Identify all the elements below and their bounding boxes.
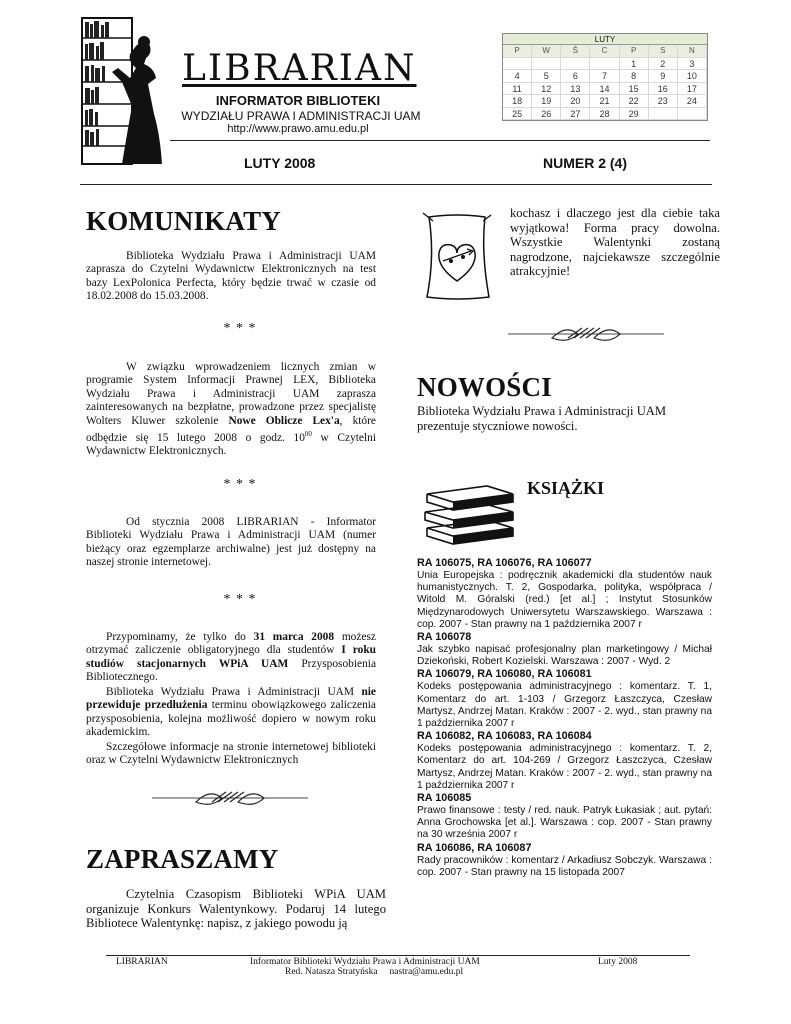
calendar-day: 10 bbox=[678, 70, 707, 83]
book-call-number: RA 106079, RA 106080, RA 106081 bbox=[417, 668, 592, 681]
calendar-day bbox=[678, 108, 707, 121]
valentine-heart-icon bbox=[421, 211, 493, 303]
calendar-month: LUTY bbox=[503, 34, 707, 45]
komunikaty-paragraph-3: Od stycznia 2008 LIBRARIAN - Informator Biblioteki Wydziału Prawa i Administracji UAM (numer bieżący oraz egzemplarze archiwalne) jest już dostępny na naszej stronie internetowej. bbox=[86, 516, 376, 569]
calendar-weekday: N bbox=[678, 45, 707, 58]
book-description: Kodeks postępowania administracyjnego : komentarz. T. 1, Komentarz do art. 1-103 / Grzegorz Łaszczyca, Czesław Martysz, Andrzej Matan. Kraków : 2007 - 2. wyd., stan prawny na 1 października 2007 r bbox=[417, 681, 712, 730]
book-call-number: RA 106085 bbox=[417, 792, 472, 805]
calendar-day: 20 bbox=[561, 95, 590, 108]
zapraszamy-heading: ZAPRASZAMY bbox=[86, 844, 279, 874]
calendar-day: 17 bbox=[678, 83, 707, 96]
calendar-day: 26 bbox=[532, 108, 561, 121]
header-divider-bottom bbox=[80, 184, 712, 185]
calendar-day bbox=[503, 58, 532, 71]
issue-date: LUTY 2008 bbox=[244, 155, 316, 171]
book-entry bbox=[417, 668, 712, 730]
ornament-divider-right bbox=[508, 323, 664, 343]
footer-editor: Red. Natasza Stratyńska nastra@amu.edu.pl bbox=[285, 967, 464, 977]
books-list bbox=[417, 557, 712, 879]
book-entry bbox=[417, 631, 712, 668]
calendar-day: 18 bbox=[503, 95, 532, 108]
calendar-day: 15 bbox=[620, 83, 649, 96]
calendar-day: 12 bbox=[532, 83, 561, 96]
zapraszamy-paragraph: Czytelnia Czasopism Biblioteki WPiA UAM organizuje Konkurs Walentynkowy. Podaruj 14 lutego Bibliotece Walentynkę: napisz, z jakiego powodu ją bbox=[86, 887, 386, 931]
calendar-weekday: Ś bbox=[561, 45, 590, 58]
komunikaty-paragraph-5: Biblioteka Wydziału Prawa i Administracji UAM nie przewiduje przedłużenia terminu obowiązkowego zaliczenia przysposobienia, kolejna możliwość dopiero w nowym roku akademickim. bbox=[86, 686, 376, 739]
calendar-day: 14 bbox=[590, 83, 619, 96]
calendar-day: 9 bbox=[649, 70, 678, 83]
book-call-number: RA 106078 bbox=[417, 631, 472, 644]
calendar-day: 5 bbox=[532, 70, 561, 83]
calendar-day: 13 bbox=[561, 83, 590, 96]
calendar-weekday: P bbox=[620, 45, 649, 58]
book-call-number: RA 106086, RA 106087 bbox=[417, 841, 532, 854]
calendar-day bbox=[649, 108, 678, 121]
calendar-day: 4 bbox=[503, 70, 532, 83]
calendar bbox=[502, 33, 708, 121]
komunikaty-paragraph-4: Przypominamy, że tylko do 31 marca 2008 możesz otrzymać zaliczenie obligatoryjnego dla studentów I roku studiów stacjonarnych WPiA UAM Przysposobienia Bibliotecznego. bbox=[86, 631, 376, 684]
calendar-day: 28 bbox=[590, 108, 619, 121]
nowosci-heading: NOWOŚCI bbox=[417, 372, 552, 402]
nowosci-intro: Biblioteka Wydziału Prawa i Administracji UAM prezentuje styczniowe nowości. bbox=[417, 404, 667, 433]
book-description: Jak szybko napisać profesjonalny plan marketingowy / Michał Dziekoński, Robert Kozielski. Warszawa : 2007 - Wyd. 2 bbox=[417, 644, 712, 668]
footer-right: Luty 2008 bbox=[598, 957, 638, 967]
issue-number: NUMER 2 (4) bbox=[543, 155, 628, 171]
calendar-weekday: P bbox=[503, 45, 532, 58]
calendar-day: 19 bbox=[532, 95, 561, 108]
calendar-day: 25 bbox=[503, 108, 532, 121]
book-description: Unia Europejska : podręcznik akademicki dla studentów nauk humanistycznych. T. 2, Gospodarka, polityka, współpraca / Witold M. Góralski (red.) [et al.] ; Instytut Stosunków Międzynarodowych Uniwersytetu Warszawskiego. Warszawa : cop. 2007 - Stan prawny na 1 października 2007 r bbox=[417, 570, 712, 630]
calendar-day: 22 bbox=[620, 95, 649, 108]
calendar-day: 1 bbox=[620, 58, 649, 71]
books-heading: KSIĄŻKI bbox=[527, 478, 605, 498]
book-entry bbox=[417, 557, 712, 631]
calendar-day: 29 bbox=[620, 108, 649, 121]
separator-stars-2: * * * bbox=[223, 477, 257, 492]
calendar-day: 3 bbox=[678, 58, 707, 71]
calendar-grid bbox=[503, 45, 707, 120]
calendar-day: 21 bbox=[590, 95, 619, 108]
book-call-number: RA 106075, RA 106076, RA 106077 bbox=[417, 557, 592, 569]
librarian-illustration bbox=[78, 16, 170, 168]
book-description: Kodeks postępowania administracyjnego : komentarz. T. 2, Komentarz do art. 104-269 / Grzegorz Łaszczyca, Czesław Martysz, Andrzej Matan. Kraków : 2007 - 2. wyd., stan prawny na 1 października 2007 r bbox=[417, 743, 712, 791]
calendar-day: 2 bbox=[649, 58, 678, 71]
book-description: Prawo finansowe : testy / red. nauk. Patryk Łukasiak ; aut. pytań: Anna Grochowska [et al.]. Warszawa : cop. 2007 - Stan prawny na 30 września 2007 r bbox=[417, 805, 712, 841]
calendar-day: 27 bbox=[561, 108, 590, 121]
calendar-weekday: S bbox=[649, 45, 678, 58]
calendar-day: 24 bbox=[678, 95, 707, 108]
footer-center: Informator Biblioteki Wydziału Prawa i Administracji UAM bbox=[250, 957, 480, 967]
komunikaty-paragraph-6: Szczegółowe informacje na stronie internetowej biblioteki oraz w Czytelni Wydawnictw Elektronicznych bbox=[86, 741, 376, 767]
website-url[interactable]: http://www.prawo.amu.edu.pl bbox=[227, 123, 369, 135]
book-entry bbox=[417, 792, 712, 842]
calendar-day bbox=[590, 58, 619, 71]
ornament-divider-left bbox=[152, 787, 308, 807]
valentine-paragraph-continued: kochasz i dlaczego jest dla ciebie taka wyjątkowa! Forma pracy dowolna. Wszystkie Walentynki zostaną nagrodzone, najciekawsze szczególnie atrakcyjnie! bbox=[510, 206, 720, 279]
calendar-day bbox=[532, 58, 561, 71]
book-description: Rady pracowników : komentarz / Arkadiusz Sobczyk. Warszawa : cop. 2007 - Stan prawny na 15 listopada 2007 bbox=[417, 854, 712, 878]
calendar-weekday: C bbox=[590, 45, 619, 58]
calendar-weekday: W bbox=[532, 45, 561, 58]
separator-stars-1: * * * bbox=[223, 321, 257, 336]
calendar-day bbox=[561, 58, 590, 71]
footer-left: LIBRARIAN bbox=[116, 957, 168, 967]
newsletter-title: LIBRARIAN bbox=[182, 48, 417, 89]
komunikaty-paragraph-1: Biblioteka Wydziału Prawa i Administracji UAM zaprasza do Czytelni Wydawnictw Elektronicznych na test bazy LexPolonica Perfecta, który będzie trwać w czasie od 18.02.2008 do 15.03.2008. bbox=[86, 250, 376, 303]
calendar-day: 6 bbox=[561, 70, 590, 83]
newsletter-subtitle: INFORMATOR BIBLIOTEKI bbox=[215, 93, 381, 108]
separator-stars-3: * * * bbox=[223, 592, 257, 607]
calendar-day: 7 bbox=[590, 70, 619, 83]
book-entry bbox=[417, 842, 712, 879]
book-call-number: RA 106082, RA 106083, RA 106084 bbox=[417, 730, 592, 743]
calendar-day: 23 bbox=[649, 95, 678, 108]
calendar-day: 8 bbox=[620, 70, 649, 83]
calendar-day: 16 bbox=[649, 83, 678, 96]
header-divider-top bbox=[170, 140, 710, 141]
komunikaty-paragraph-2: W związku wprowadzeniem licznych zmian w programie System Informacji Prawnej LEX, Biblioteka Wydziału Prawa i Administracji UAM zaprasza zainteresowanych na bezpłatne, prowadzone przez specjalistę Wolters Kluwer szkolenie Nowe Oblicze Lex'a, które odbędzie się 15 lutego 2008 o godz. $10^{00}$ w Czytelni Wydawnictw Elektronicznych. bbox=[86, 361, 377, 458]
book-entry bbox=[417, 730, 712, 792]
books-stack-icon bbox=[421, 474, 517, 546]
footer-divider bbox=[106, 955, 690, 956]
faculty-name: WYDZIAŁU PRAWA I ADMINISTRACJI UAM bbox=[181, 109, 421, 123]
komunikaty-heading: KOMUNIKATY bbox=[86, 206, 281, 236]
calendar-day: 11 bbox=[503, 83, 532, 96]
